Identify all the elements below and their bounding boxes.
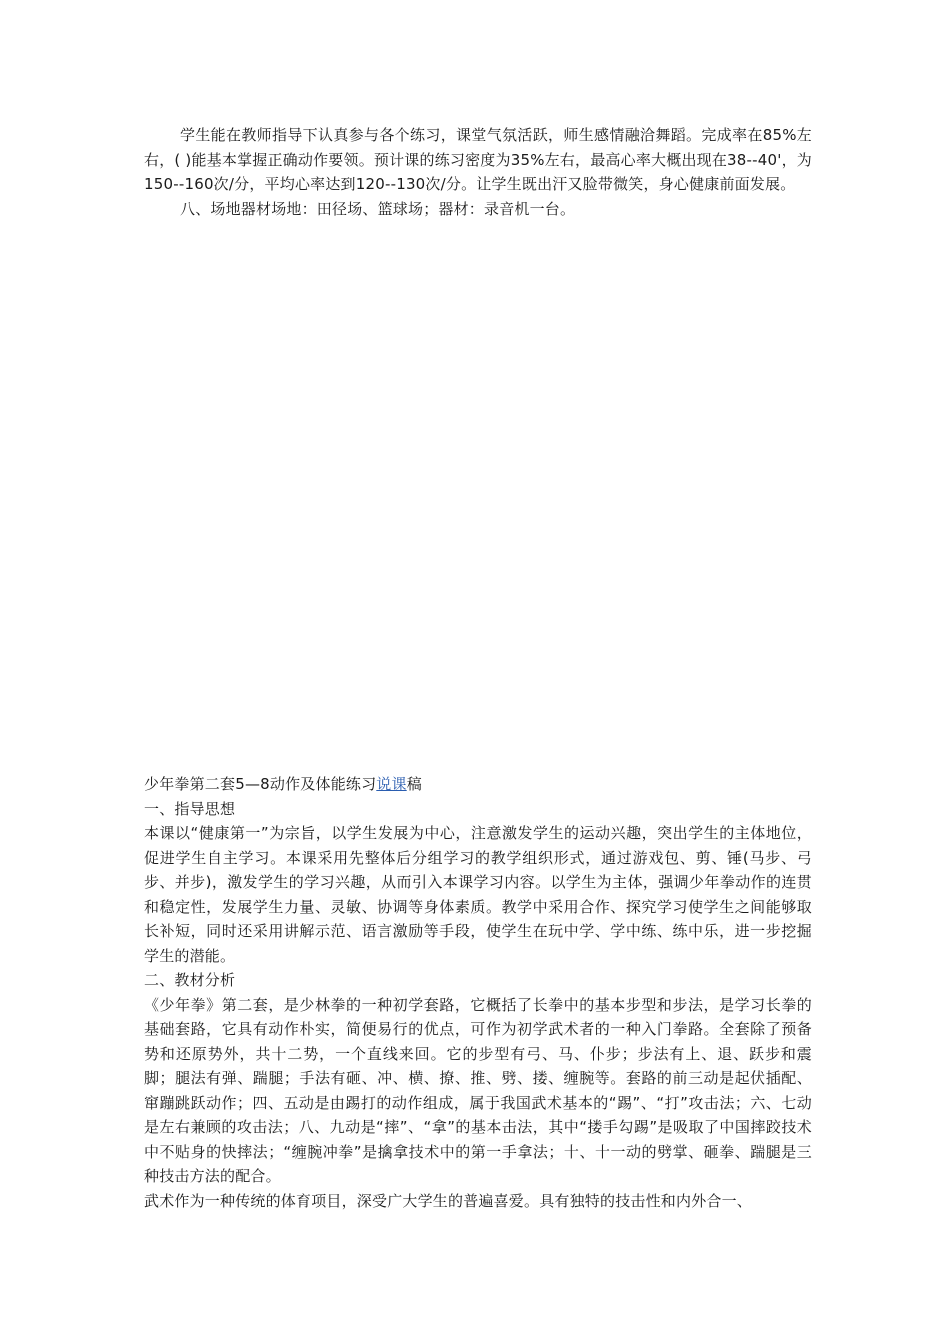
paragraph-venue-equipment: 八、场地器材场地：田径场、篮球场；器材：录音机一台。 (180, 199, 576, 218)
title-text: 少年拳第二套5—8动作及体能练习 (144, 775, 377, 793)
paragraph-wushu-intro: 武术作为一种传统的体育项目，深受广大学生的普遍喜爱。具有独特的技击性和内外合一、 (144, 1191, 753, 1210)
paragraph-guiding-ideology: 本课以“健康第一”为宗旨，以学生发展为中心，注意激发学生的运动兴趣，突出学生的主体地位，促进学生自主学习。本课采用先整体后分组学习的教学组织形式，通过游戏包、剪、锤(马步、弓步、并步)，激发学生的学习兴趣，从而引入本课学习内容。以学生为主体，强调少年拳动作的连贯和稳定性，发展学生力量、灵敏、协调等身体素质。教学中采用合作、探究学习使学生之间能够取长补短，同时还采用讲解示范、语言激励等手段，使学生在玩中学、学中练、练中乐，进一步挖掘学生的潜能。 (144, 824, 812, 965)
paragraph-material-analysis: 《少年拳》第二套，是少林拳的一种初学套路，它概括了长拳中的基本步型和步法，是学习长拳的基础套路，它具有动作朴实，简便易行的优点，可作为初学武术者的一种入门拳路。全套除了预备势和还原势外，共十二势，一个直线来回。它的步型有弓、马、仆步；步法有上、退、跃步和震脚；腿法有弹、踹腿；手法有砸、冲、横、撩、推、劈、搂、缠腕等。套路的前三动是起伏插配、窜蹦跳跃动作；四、五动是由踢打的动作组成，属于我国武术基本的“踢”、“打”攻击法；六、七动是左右兼顾的攻击法；八、九动是“摔”、“拿”的基本击法，其中“搂手勾踢”是吸取了中国摔跤技术中不贴身的快摔法；“缠腕冲拳”是擒拿技术中的第一手拿法；十、十一动的劈掌、砸拳、踹腿是三种技击方法的配合。 (144, 995, 812, 1185)
heading-material-analysis: 二、教材分析 (144, 971, 236, 989)
title-suffix: 稿 (406, 775, 422, 793)
section-upper (144, 123, 812, 221)
paragraph-lesson-outcome: 学生能在教师指导下认真参与各个练习，课堂气氛活跃，师生感情融洽舞蹈。完成率在85%左右，( )能基本掌握正确动作要领。预计课的练习密度为35%左右，最高心率大概出现在38--40'，为150--160次/分，平均心率达到120--130次/分。让学生既出汗又脸带微笑，身心健康前面发展。 (144, 126, 812, 193)
document-title (144, 772, 812, 797)
title-link[interactable]: 说课 (376, 775, 407, 793)
heading-guiding-ideology: 一、指导思想 (144, 799, 236, 818)
section-lecture-draft (144, 772, 812, 1213)
